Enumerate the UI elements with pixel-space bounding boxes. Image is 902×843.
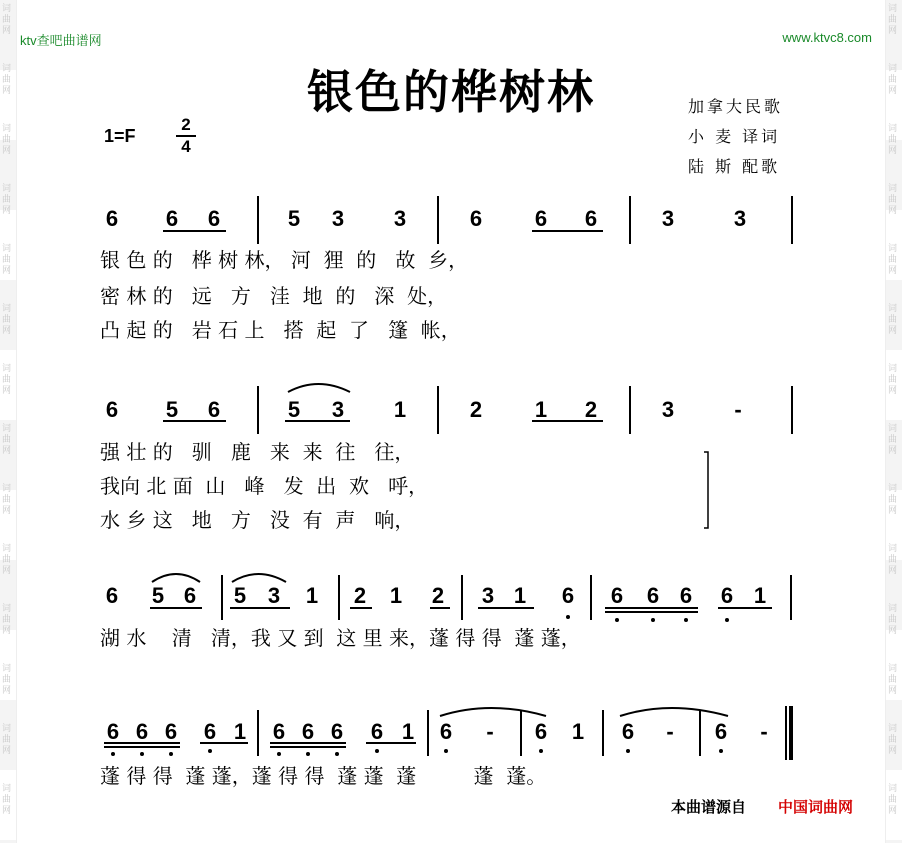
watermark-glyphs: 词曲网 bbox=[888, 4, 898, 36]
watermark-glyphs: 词曲网 bbox=[888, 304, 898, 336]
note: 5 bbox=[165, 397, 179, 422]
lyric-line: 强 壮 的 驯 鹿 来 来 往 往， bbox=[100, 440, 415, 464]
note: 3 bbox=[393, 206, 407, 231]
note: 6 bbox=[105, 583, 119, 608]
watermark-glyphs: 词曲网 bbox=[888, 724, 898, 756]
octave-dot bbox=[169, 752, 173, 756]
watermark-glyphs: 词曲网 bbox=[2, 784, 12, 816]
slur bbox=[620, 708, 728, 716]
watermark-glyphs: 词曲网 bbox=[888, 184, 898, 216]
note: 6 bbox=[330, 719, 344, 744]
watermark-glyphs: 词曲网 bbox=[2, 604, 12, 636]
note: 6 bbox=[301, 719, 315, 744]
dash: - bbox=[760, 719, 768, 744]
octave-dot bbox=[140, 752, 144, 756]
watermark-glyphs: 词曲网 bbox=[888, 664, 898, 696]
octave-dot bbox=[444, 749, 448, 753]
lyric-line: 水 乡 这 地 方 没 有 声 响， bbox=[100, 508, 415, 532]
watermark-glyphs: 词曲网 bbox=[2, 184, 12, 216]
time-bottom: 4 bbox=[181, 137, 191, 156]
watermark-glyphs: 词曲网 bbox=[2, 424, 12, 456]
watermark-glyphs: 词曲网 bbox=[888, 544, 898, 576]
note: 6 bbox=[165, 206, 179, 231]
time-top: 2 bbox=[181, 115, 191, 134]
octave-dot bbox=[684, 618, 688, 622]
watermark-glyphs: 词曲网 bbox=[888, 124, 898, 156]
note: 6 bbox=[584, 206, 598, 231]
octave-dot bbox=[539, 749, 543, 753]
slur bbox=[232, 574, 286, 582]
note: 6 bbox=[135, 719, 149, 744]
credit-arrangement: 陆 斯 配歌 bbox=[688, 157, 781, 176]
lyric-line: 我向 北 面 山 峰 发 出 欢 呼， bbox=[100, 474, 429, 498]
octave-dot bbox=[306, 752, 310, 756]
note: 6 bbox=[561, 583, 575, 608]
note: 6 bbox=[164, 719, 178, 744]
dash: - bbox=[486, 719, 494, 744]
watermark-glyphs: 词曲网 bbox=[888, 784, 898, 816]
note: 2 bbox=[469, 397, 483, 422]
note: 1 bbox=[393, 397, 407, 422]
lyric-line: 凸 起 的 岩 石 上 搭 起 了 篷 帐， bbox=[100, 318, 461, 342]
note: 6 bbox=[646, 583, 660, 608]
octave-dot bbox=[375, 749, 379, 753]
slur bbox=[152, 574, 200, 582]
credit-lyrics: 小 麦 译词 bbox=[688, 127, 781, 146]
note: 6 bbox=[679, 583, 693, 608]
note: 6 bbox=[207, 397, 221, 422]
watermark-glyphs: 词曲网 bbox=[888, 604, 898, 636]
note: 2 bbox=[431, 583, 445, 608]
note: 6 bbox=[105, 397, 119, 422]
watermark-glyphs: 词曲网 bbox=[2, 484, 12, 516]
note: 2 bbox=[584, 397, 598, 422]
note: 6 bbox=[207, 206, 221, 231]
octave-dot bbox=[335, 752, 339, 756]
note: 3 bbox=[481, 583, 495, 608]
note: 3 bbox=[733, 206, 747, 231]
octave-dot bbox=[719, 749, 723, 753]
note: 6 bbox=[105, 206, 119, 231]
watermark-glyphs: 词曲网 bbox=[2, 244, 12, 276]
note: 5 bbox=[287, 397, 301, 422]
watermark-glyphs: 词曲网 bbox=[888, 64, 898, 96]
note: 6 bbox=[370, 719, 384, 744]
source-link[interactable]: 中国词曲网 bbox=[778, 798, 854, 816]
note: 1 bbox=[534, 397, 548, 422]
note: 6 bbox=[469, 206, 483, 231]
note: 6 bbox=[203, 719, 217, 744]
note: 6 bbox=[439, 719, 453, 744]
note: 6 bbox=[714, 719, 728, 744]
note: 1 bbox=[401, 719, 415, 744]
note: 1 bbox=[233, 719, 247, 744]
note: 6 bbox=[534, 719, 548, 744]
watermark-glyphs: 词曲网 bbox=[2, 64, 12, 96]
note: 6 bbox=[610, 583, 624, 608]
lyric-line: 湖 水 清 清，我 又 到 这 里 来，蓬 得 得 蓬 蓬， bbox=[100, 626, 581, 650]
octave-dot bbox=[277, 752, 281, 756]
note: 3 bbox=[267, 583, 281, 608]
note: 6 bbox=[106, 719, 120, 744]
lyric-line: 密 林 的 远 方 洼 地 的 深 处， bbox=[100, 284, 448, 308]
note: 2 bbox=[353, 583, 367, 608]
song-title: 银色的桦树林 bbox=[307, 65, 595, 119]
note: 6 bbox=[621, 719, 635, 744]
note: 1 bbox=[513, 583, 527, 608]
note: 3 bbox=[331, 206, 345, 231]
note: 6 bbox=[534, 206, 548, 231]
source-label: 本曲谱源自 bbox=[671, 798, 747, 816]
octave-dot bbox=[725, 618, 729, 622]
note: 5 bbox=[151, 583, 165, 608]
octave-dot bbox=[626, 749, 630, 753]
lyric-line: 银 色 的 桦 树 林， 河 狸 的 故 乡， bbox=[100, 248, 469, 272]
note: 6 bbox=[183, 583, 197, 608]
note: 3 bbox=[661, 397, 675, 422]
octave-dot bbox=[566, 615, 570, 619]
octave-dot bbox=[651, 618, 655, 622]
watermark-glyphs: 词曲网 bbox=[2, 124, 12, 156]
dash: - bbox=[666, 719, 674, 744]
watermark-glyphs: 词曲网 bbox=[2, 664, 12, 696]
watermark-glyphs: 词曲网 bbox=[2, 4, 12, 36]
lyric-line: 蓬 得 得 蓬 蓬，蓬 得 得 蓬 蓬 蓬 蓬 蓬。 bbox=[100, 764, 547, 788]
octave-dot bbox=[111, 752, 115, 756]
slur bbox=[440, 708, 546, 716]
watermark-glyphs: 词曲网 bbox=[888, 244, 898, 276]
note: 3 bbox=[331, 397, 345, 422]
note: 1 bbox=[753, 583, 767, 608]
note: 1 bbox=[389, 583, 403, 608]
watermark-glyphs: 词曲网 bbox=[2, 724, 12, 756]
site-name-left[interactable]: ktv查吧曲谱网 bbox=[20, 33, 102, 48]
note: 6 bbox=[720, 583, 734, 608]
watermark-glyphs: 词曲网 bbox=[888, 484, 898, 516]
dash: - bbox=[734, 397, 742, 422]
note: 1 bbox=[571, 719, 585, 744]
slur bbox=[288, 384, 350, 392]
note: 1 bbox=[305, 583, 319, 608]
note: 5 bbox=[287, 206, 301, 231]
watermark-glyphs: 词曲网 bbox=[888, 424, 898, 456]
watermark-glyphs: 词曲网 bbox=[2, 304, 12, 336]
key-signature: 1=F bbox=[104, 126, 136, 146]
watermark-glyphs: 词曲网 bbox=[2, 364, 12, 396]
note: 6 bbox=[272, 719, 286, 744]
watermark-glyphs: 词曲网 bbox=[2, 544, 12, 576]
lyric-bracket bbox=[704, 452, 708, 528]
note: 3 bbox=[661, 206, 675, 231]
watermark-glyphs: 词曲网 bbox=[888, 364, 898, 396]
site-url-right[interactable]: www.ktvc8.com bbox=[782, 30, 872, 45]
note: 5 bbox=[233, 583, 247, 608]
octave-dot bbox=[208, 749, 212, 753]
credit-origin: 加拿大民歌 bbox=[688, 97, 784, 116]
octave-dot bbox=[615, 618, 619, 622]
